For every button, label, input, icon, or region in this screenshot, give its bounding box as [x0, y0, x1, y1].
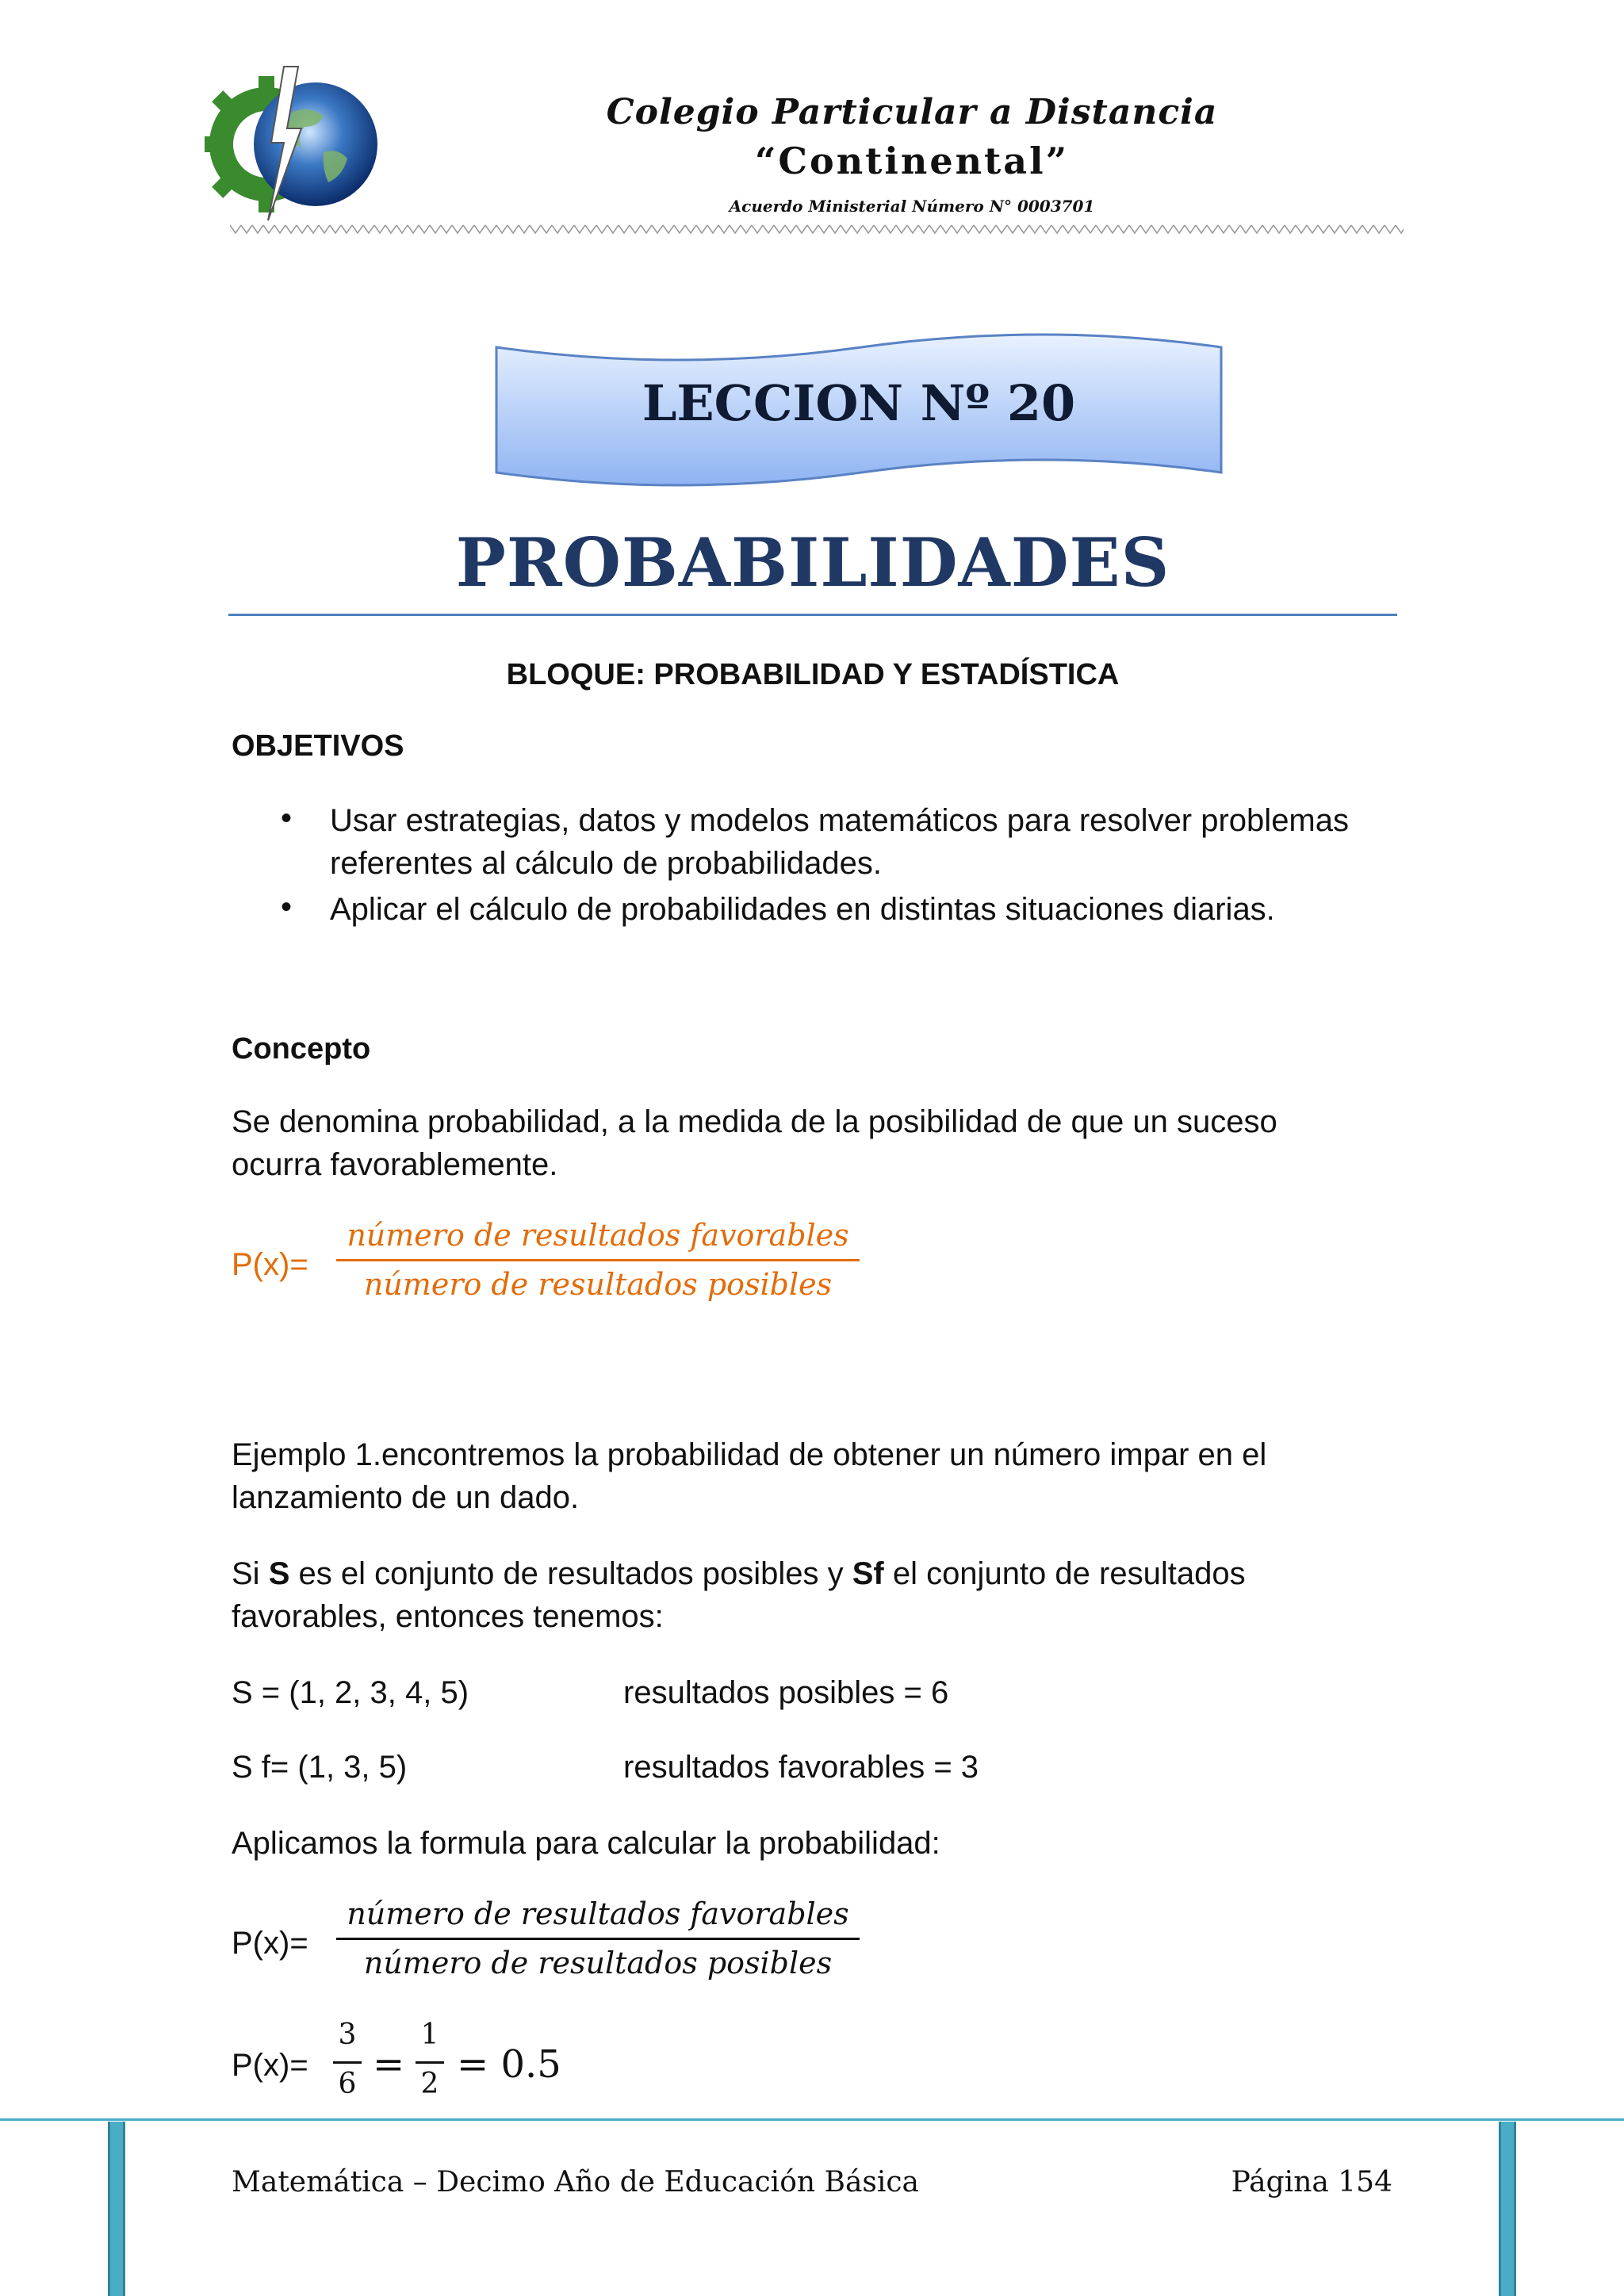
concept-heading: Concepto	[232, 1032, 371, 1066]
result-numerator: 3	[338, 2019, 357, 2051]
formula-numerator: número de resultados favorables	[347, 1218, 849, 1253]
formula-label: P(x)=	[232, 1247, 308, 1282]
school-tagline: “Continental”	[754, 140, 1070, 182]
set-sf-label: Sf	[852, 1556, 884, 1591]
equals-sign: =	[373, 2042, 405, 2087]
formula-numerator: número de resultados favorables	[347, 1896, 849, 1931]
formula-label: P(x)=	[232, 1926, 308, 1961]
result-value: = 0.5	[457, 2042, 561, 2087]
objective-item-line: Aplicar el cálculo de probabilidades en distintas situaciones diarias.	[330, 892, 1275, 927]
page-title: PROBABILIDADES	[455, 523, 1170, 602]
example-text-line: Ejemplo 1.encontremos la probabilidad de obtener un número impar en el	[232, 1437, 1267, 1472]
fraction-bar	[416, 2061, 444, 2064]
apply-text: Aplicamos la formula para calcular la probabilidad:	[232, 1826, 940, 1861]
fraction-bar	[333, 2061, 362, 2064]
objective-item-line: Usar estrategias, datos y modelos matemáticos para resolver problemas	[330, 803, 1349, 838]
set-s-note: resultados posibles = 6	[623, 1675, 949, 1710]
concept-text-line: ocurra favorablemente.	[232, 1147, 558, 1182]
fraction-bar	[336, 1259, 860, 1261]
formula-denominator: número de resultados posibles	[363, 1946, 833, 1980]
ministerial-agreement: Acuerdo Ministerial Número N° 0003701	[729, 197, 1095, 216]
lesson-number: LECCION Nº 20	[642, 374, 1076, 432]
formula-denominator: número de resultados posibles	[363, 1267, 833, 1302]
header-divider	[230, 222, 1404, 236]
school-name: Colegio Particular a Distancia	[606, 92, 1218, 132]
example-intro-line2: favorables, entonces tenemos:	[232, 1599, 664, 1634]
set-sf: S f= (1, 3, 5)	[232, 1750, 408, 1785]
example-intro: Si S es el conjunto de resultados posibles y Sf el conjunto de resultados	[232, 1556, 1246, 1591]
title-divider	[228, 614, 1397, 616]
result-denominator: 2	[420, 2068, 439, 2100]
page-number: Página 154	[1231, 2166, 1392, 2198]
objectives-heading: OBJETIVOS	[232, 729, 404, 763]
example-text-line: lanzamiento de un dado.	[232, 1480, 580, 1515]
footer-subject: Matemática – Decimo Año de Educación Básica	[232, 2166, 920, 2198]
footer-left-bar	[108, 2122, 125, 2296]
result-label: P(x)=	[232, 2048, 308, 2083]
school-logo	[205, 57, 395, 230]
bullet-icon: •	[281, 801, 293, 836]
set-sf-note: resultados favorables = 3	[623, 1750, 979, 1785]
result-numerator: 1	[420, 2019, 439, 2051]
objective-item-line: referentes al cálculo de probabilidades.	[330, 846, 882, 881]
result-denominator: 6	[338, 2068, 357, 2100]
bullet-icon: •	[281, 890, 293, 924]
footer-divider	[0, 2118, 1624, 2121]
set-s: S = (1, 2, 3, 4, 5)	[232, 1675, 469, 1710]
footer-right-bar	[1499, 2122, 1516, 2296]
fraction-bar	[336, 1938, 860, 1940]
block-title: BLOQUE: PROBABILIDAD Y ESTADÍSTICA	[506, 658, 1120, 691]
set-s-label: S	[268, 1556, 290, 1591]
concept-text-line: Se denomina probabilidad, a la medida de la posibilidad de que un suceso	[232, 1104, 1277, 1139]
